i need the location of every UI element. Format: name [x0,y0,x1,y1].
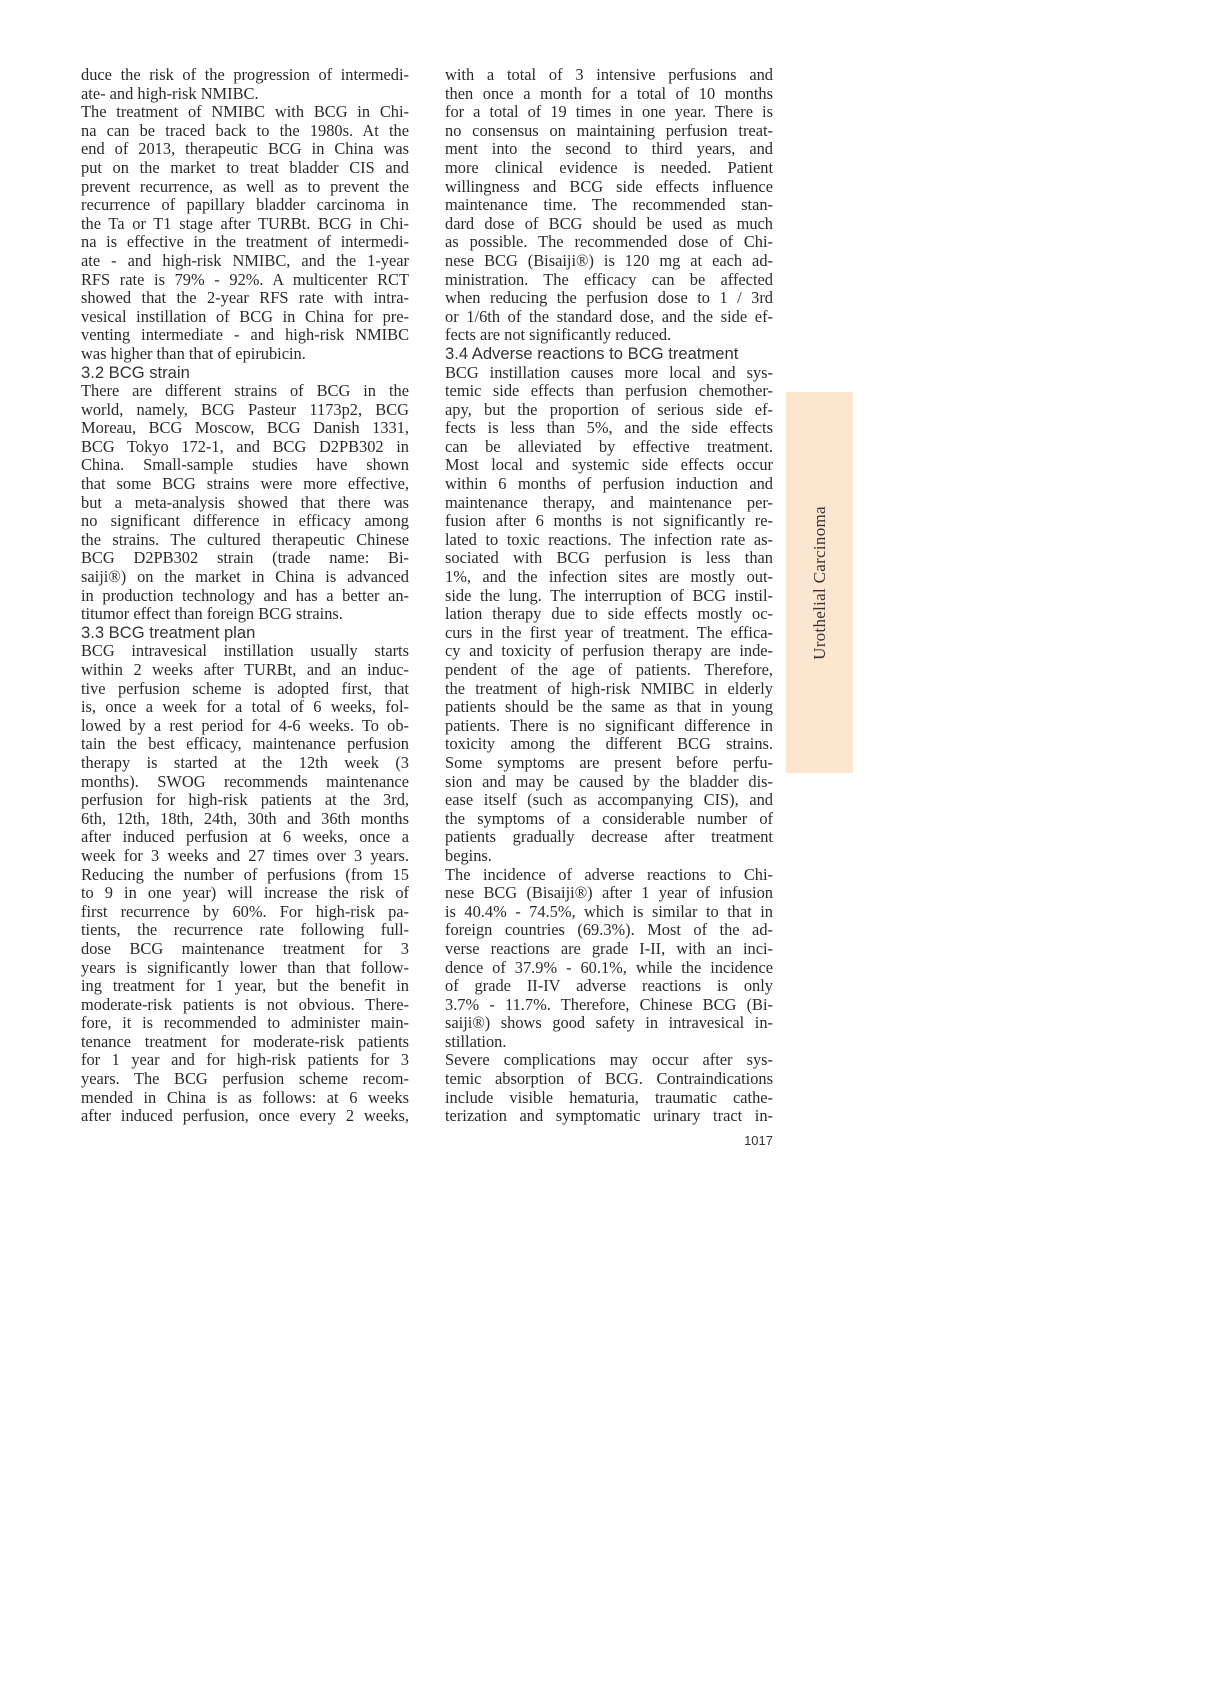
text-line: first recurrence by 60%. For high-risk pa- [81,901,409,921]
text-line: ing treatment for 1 year, but the benefit in [81,976,409,996]
text-line: for 1 year and for high-risk patients for 3 [81,1050,409,1070]
text-line: fusion after 6 months is not significantly re- [445,511,773,531]
text-line: then once a month for a total of 10 months [445,83,773,103]
text-line: temic side effects than perfusion chemother- [445,381,773,401]
text-line: the treatment of high-risk NMIBC in elderly [445,678,773,698]
text-line: the Ta or T1 stage after TURBt. BCG in Chi- [81,213,409,233]
text-line: in production technology and has a better an- [81,585,409,605]
text-line: dence of 37.9% - 60.1%, while the incidence [445,957,773,977]
text-line: stillation. [445,1031,507,1051]
text-line: Reducing the number of perfusions (from 15 [81,864,409,884]
text-line: cy and toxicity of perfusion therapy are inde- [445,641,773,661]
section-heading: 3.3 BCG treatment plan [81,622,256,642]
text-line: ment into the second to third years, and [445,139,773,159]
text-line: but a meta-analysis showed that there was [81,492,409,512]
section-heading: 3.2 BCG strain [81,362,190,382]
text-line: fects are not significantly reduced. [445,325,672,345]
text-line: tain the best efficacy, maintenance perfusion [81,734,409,754]
text-line: no consensus on maintaining perfusion treat- [445,120,773,140]
text-line: years is significantly lower than that follow- [81,957,409,977]
text-line: is 40.4% - 74.5%, which is similar to that in [445,901,773,921]
text-line: lated to toxic reactions. The infection rate as- [445,529,773,549]
text-line: venting intermediate - and high-risk NMIBC [81,325,409,345]
text-line: curs in the first year of treatment. The effica- [445,622,773,642]
text-line: week for 3 weeks and 27 times over 3 years. [81,845,409,865]
text-line: terization and symptomatic urinary tract in- [445,1106,773,1126]
paragraph [81,66,409,103]
text-line: 1%, and the infection sites are mostly out- [445,567,773,587]
text-line: include visible hematuria, traumatic cathe- [445,1087,773,1107]
text-line: dard dose of BCG should be used as much [445,213,773,233]
paragraph [445,66,773,345]
text-line: prevent recurrence, as well as to prevent the [81,176,409,196]
text-line: Most local and systemic side effects occur [445,455,773,475]
text-line: ease itself (such as accompanying CIS), and [445,790,773,810]
text-line: as possible. The recommended dose of Chi- [445,232,773,252]
text-line: There are different strains of BCG in the [81,381,409,401]
text-line: RFS rate is 79% - 92%. A multicenter RCT [81,269,409,289]
text-line: therapy is started at the 12th week (3 [81,752,409,772]
text-line: fore, it is recommended to administer main- [81,1013,409,1033]
text-line: maintenance time. The recommended stan- [445,195,773,215]
text-line: after induced perfusion, once every 2 weeks, [81,1106,409,1126]
text-line: The treatment of NMIBC with BCG in Chi- [81,102,409,122]
page-number: 1017 [744,1133,773,1148]
text-line: apy, but the proportion of serious side ef- [445,399,773,419]
text-line: 3.7% - 11.7%. Therefore, Chinese BCG (Bi- [445,994,773,1014]
text-line: toxicity among the different BCG strains. [445,734,773,754]
text-line: patients should be the same as that in young [445,697,773,717]
text-line: patients. There is no significant difference in [445,715,773,735]
paragraph [81,642,409,1125]
paragraph [81,103,409,363]
text-line: fects is less than 5%, and the side effects [445,418,773,438]
text-line: patients gradually decrease after treatment [445,827,773,847]
text-line: put on the market to treat bladder CIS and [81,157,409,177]
text-line: showed that the 2-year RFS rate with intra- [81,288,409,308]
section-side-tab [786,392,853,773]
text-line: or 1/6th of the standard dose, and the side ef- [445,306,773,326]
text-line: temic absorption of BCG. Contraindications [445,1069,773,1089]
text-line: duce the risk of the progression of intermedi- [81,65,409,84]
text-line: recurrence of papillary bladder carcinoma in [81,195,409,215]
text-line: tients, the recurrence rate following full- [81,920,409,940]
text-line: more clinical evidence is needed. Patient [445,157,773,177]
section-heading: 3.4 Adverse reactions to BCG treatment [445,343,739,363]
text-line: end of 2013, therapeutic BCG in China was [81,139,409,159]
text-line: BCG Tokyo 172-1, and BCG D2PB302 in [81,436,409,456]
text-line: months). SWOG recommends maintenance [81,771,409,791]
text-line: sion and may be caused by the bladder dis- [445,771,773,791]
text-line: the symptoms of a considerable number of [445,808,773,828]
text-line: ministration. The efficacy can be affected [445,269,773,289]
text-line: Severe complications may occur after sys- [445,1050,773,1070]
text-line: ate - and high-risk NMIBC, and the 1-year [81,250,409,270]
text-line: with a total of 3 intensive perfusions and [445,65,773,84]
left-column [81,66,409,1126]
paragraph [445,364,773,866]
text-line: vesical instillation of BCG in China for pre- [81,306,409,326]
text-line: for a total of 19 times in one year. There is [445,102,773,122]
text-line: was higher than that of epirubicin. [81,343,306,363]
text-line: world, namely, BCG Pasteur 1173p2, BCG [81,399,409,419]
text-line: when reducing the perfusion dose to 1 / 3rd [445,288,773,308]
text-line: years. The BCG perfusion scheme recom- [81,1069,409,1089]
text-line: within 6 months of perfusion induction and [445,474,773,494]
text-line: nese BCG (Bisaiji®) is 120 mg at each ad- [445,250,773,270]
side-tab-label: Urothelial Carcinoma [809,505,829,660]
text-line: verse reactions are grade I-II, with an inci- [445,938,773,958]
text-line: tive perfusion scheme is adopted first, that [81,678,409,698]
right-column [445,66,773,1126]
text-line: Moreau, BCG Moscow, BCG Danish 1331, [81,418,409,438]
text-line: na can be traced back to the 1980s. At the [81,120,409,140]
paragraph [445,866,773,1052]
text-line: titumor effect than foreign BCG strains. [81,604,343,624]
text-line: lowed by a rest period for 4-6 weeks. To ob- [81,715,409,735]
text-line: maintenance therapy, and maintenance per- [445,492,773,512]
text-line: can be alleviated by effective treatment. [445,436,773,456]
text-line: mended in China is as follows: at 6 weeks [81,1087,409,1107]
text-line: na is effective in the treatment of intermedi- [81,232,409,252]
text-line: saiji®) on the market in China is advanced [81,567,409,587]
text-line: moderate-risk patients is not obvious. There- [81,994,409,1014]
text-line: ate- and high-risk NMIBC. [81,83,259,103]
text-line: side the lung. The interruption of BCG instil- [445,585,773,605]
text-line: China. Small-sample studies have shown [81,455,409,475]
text-line: tenance treatment for moderate-risk patients [81,1031,409,1051]
text-line: The incidence of adverse reactions to Chi- [445,864,773,884]
text-line: lation therapy due to side effects mostly oc- [445,604,773,624]
text-line: to 9 in one year) will increase the risk of [81,883,409,903]
text-line: BCG intravesical instillation usually starts [81,641,409,661]
paragraph [445,1051,773,1125]
paragraph [81,382,409,624]
text-line: that some BCG strains were more effective, [81,474,409,494]
text-line: BCG instillation causes more local and sys- [445,362,773,382]
text-line: nese BCG (Bisaiji®) after 1 year of infusion [445,883,773,903]
text-line: after induced perfusion at 6 weeks, once a [81,827,409,847]
text-line: sociated with BCG perfusion is less than [445,548,773,568]
text-line: pendent of the age of patients. Therefore, [445,660,773,679]
text-line: 6th, 12th, 18th, 24th, 30th and 36th months [81,808,409,828]
text-line: Some symptoms are present before perfu- [445,752,773,772]
text-line: willingness and BCG side effects influence [445,176,773,196]
text-line: no significant difference in efficacy among [81,511,409,531]
text-line: foreign countries (69.3%). Most of the ad- [445,920,773,940]
text-line: of grade II-IV adverse reactions is only [445,976,773,996]
text-line: dose BCG maintenance treatment for 3 [81,938,409,958]
text-line: saiji®) shows good safety in intravesical in- [445,1013,773,1033]
text-line: begins. [445,845,492,865]
text-line: perfusion for high-risk patients at the 3rd, [81,790,409,810]
text-line: is, once a week for a total of 6 weeks, fol- [81,697,409,717]
text-line: within 2 weeks after TURBt, and an induc- [81,660,409,679]
text-line: BCG D2PB302 strain (trade name: Bi- [81,548,409,568]
text-line: the strains. The cultured therapeutic Chinese [81,529,409,549]
